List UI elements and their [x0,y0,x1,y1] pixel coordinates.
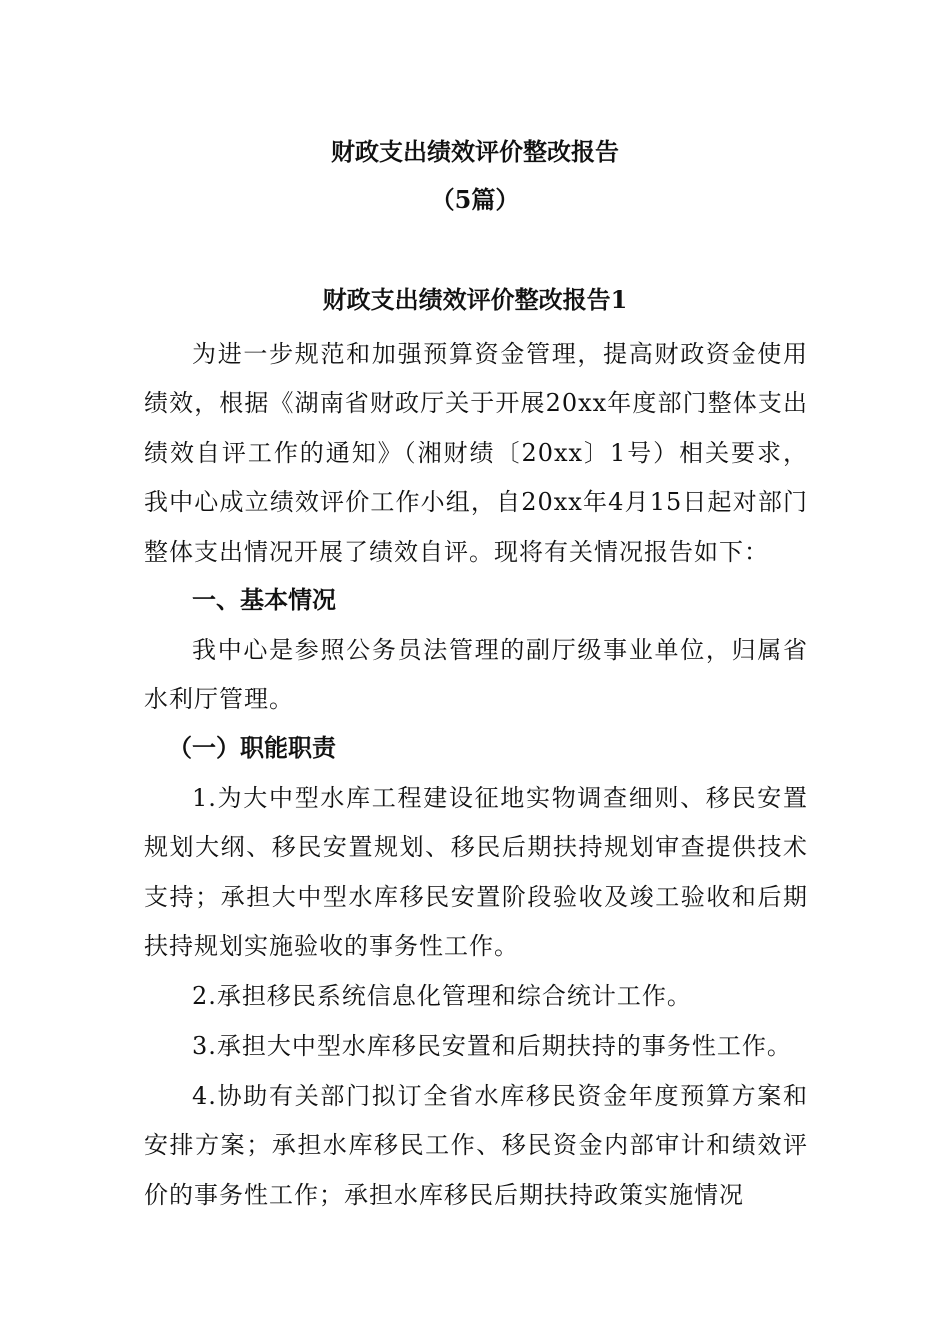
intro-paragraph: 为进一步规范和加强预算资金管理，提高财政资金使用绩效，根据《湖南省财政厅关于开展20xx年度部门整体支出绩效自评工作的通知》（湘财绩〔20xx〕1号）相关要求，我中心成立绩效评价工作小组，自20xx年4月15日起对部门整体支出情况开展了绩效自评。现将有关情况报告如下： [144,340,808,566]
duty-paragraph-3: 3.承担大中型水库移民安置和后期扶持的事务性工作。 [192,1032,792,1060]
heading-basic-info: 一、基本情况 [192,585,336,614]
duty-paragraph-4: 4.协助有关部门拟订全省水库移民资金年度预算方案和安排方案；承担水库移民工作、移民资金内部审计和绩效评价的事务性工作；承担水库移民后期扶持政策实施情况 [144,1082,808,1209]
basic-info-paragraph: 我中心是参照公务员法管理的副厅级事业单位，归属省水利厅管理。 [144,636,808,714]
duty-paragraph-2: 2.承担移民系统信息化管理和综合统计工作。 [192,982,692,1010]
document-title: 财政支出绩效评价整改报告 [331,137,619,166]
heading-duties: （一）职能职责 [168,733,336,762]
section-title: 财政支出绩效评价整改报告1 [322,285,628,314]
document-subtitle: （5篇） [430,185,520,214]
duty-paragraph-1: 1.为大中型水库工程建设征地实物调查细则、移民安置规划大纲、移民安置规划、移民后期扶持规划审查提供技术支持；承担大中型水库移民安置阶段验收及竣工验收和后期扶持规划实施验收的事务性工作。 [144,784,808,961]
